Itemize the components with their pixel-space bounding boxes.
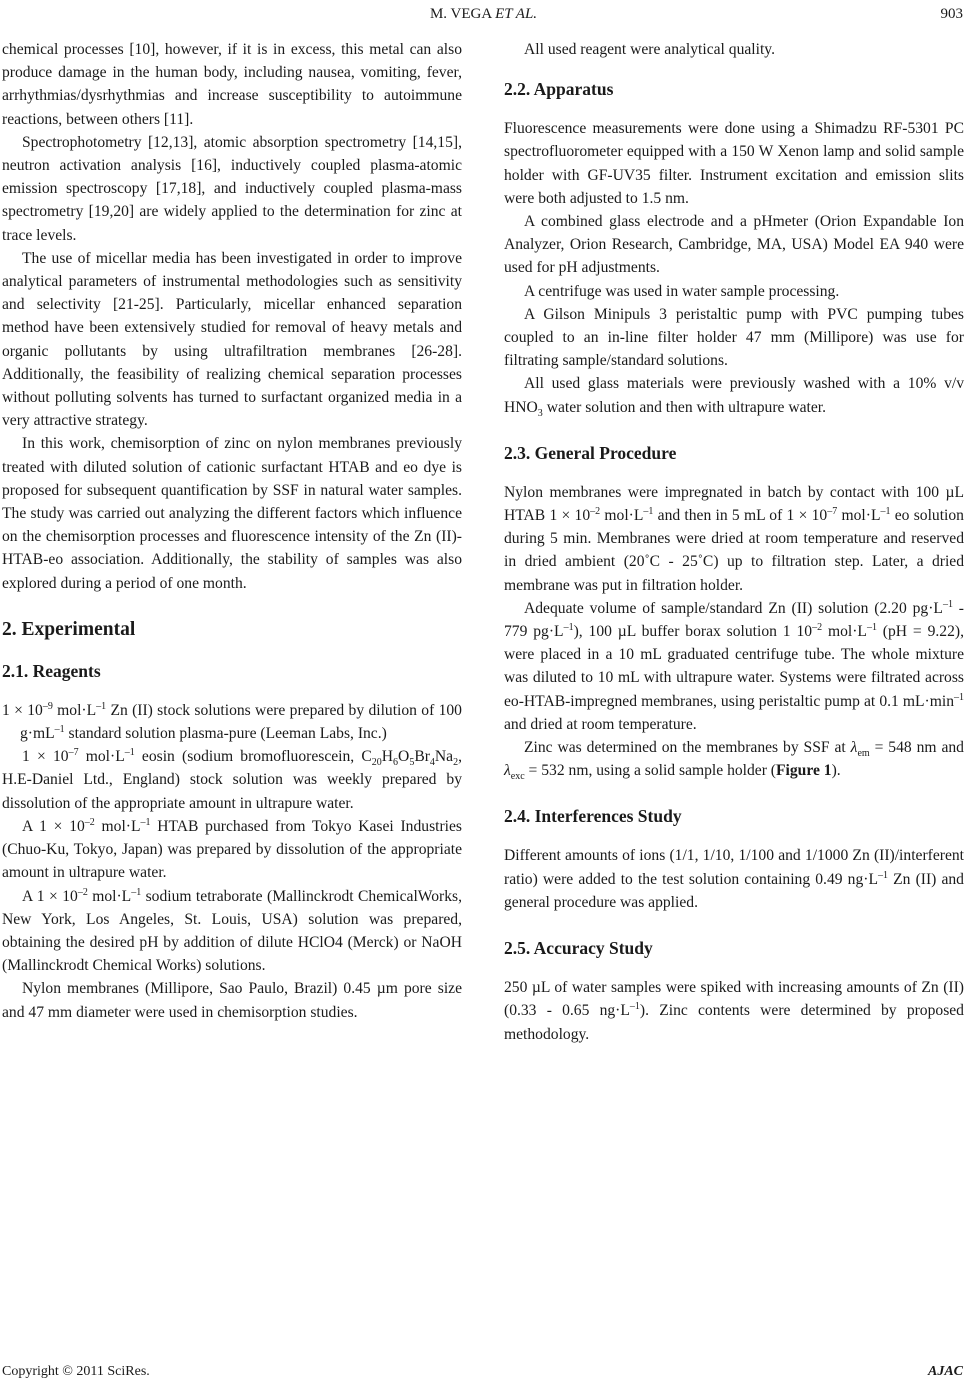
page-header — [0, 6, 967, 30]
paragraph-glass: All used glass materials were previously washed with a 10% v/v $HNO_3$ water solution and then with ultrapure water. — [504, 375, 964, 419]
paragraph: A centrifuge was used in water sample processing. — [524, 282, 840, 300]
paragraph-tetraborate: A $1 \times 10^{-2}$ $mol\cdot L^{-1}$ sodium tetraborate (Mallinckrodt ChemicalWorks, New York, Los Angeles, St. Louis, USA) solution was prepared, obtaining the desired pH by addition of dilute HClO4 (Merck) or NaOH (Mallinckrodt Chemical Works) solutions. — [2, 886, 462, 975]
page-number: 903 — [940, 6, 963, 22]
subsection-heading-accuracy: 2.5. Accuracy Study — [504, 938, 653, 959]
paragraph-zn-stock: $1 \times 10^{-9}$ $mol\cdot L^{-1}$ Zn (II) stock solutions were prepared by dilution of $100g\cdot mL^{-1}$ standard solution plasma-pure (Leeman Labs, Inc.) — [2, 700, 462, 743]
paragraph-accuracy: 250 µL of water samples were spiked with increasing amounts of Zn (II) (0.33 - 0.65 $ng\cdot L^{-1}$). Zinc contents were determined by proposed methodology. — [504, 979, 964, 1043]
paragraph: Fluorescence measurements were done using a Shimadzu RF-5301 PC spectrofluorometer equipped with a 150 W Xenon lamp and solid sample holder with GF-UV35 filter. Instrument excitation and emission slits were both adjusted to 1.5 nm. — [504, 120, 964, 207]
paragraph: chemical processes [10], however, if it is in excess, this metal can also produce damage in the human body, including nausea, vomiting, fever, arrhythmias/dysrhythmias and increase susceptibility to autoimmune reactions, between others [11]. — [2, 41, 462, 128]
paragraph: The use of micellar media has been investigated in order to improve analytical parameters of instrumental methodologies such as sensitivity and selectivity [21-25]. Particularly, micellar enhanced separation method have been extensively studied for removal of heavy metals and organic pollutants by using ultrafiltration membranes [26-28]. Additionally, the feasibility of realizing chemical separation processes without polluting solvents has turned to surfactant organized media in a very attractive strategy. — [2, 249, 462, 430]
copyright-text: Copyright © 2011 SciRes. — [2, 1364, 150, 1379]
subsection-heading-apparatus: 2.2. Apparatus — [504, 79, 614, 100]
paragraph: In this work, chemisorption of zinc on nylon membranes previously treated with diluted solution of cationic surfactant HTAB and eo dye is proposed for subsequent quantification by SSF in natural water samples. The study was carried out analyzing the different factors which influence on the chemisorption processes and fluorescence intensity of the Zn (II)-HTAB-eo association. Additionally, the stability of samples was also explored during a period of one month. — [2, 435, 462, 592]
paragraph-htab: A $1 \times 10^{-2}$ $mol\cdot L^{-1}$ HTAB purchased from Tokyo Kasei Industries (Chuo-Ku, Tokyo, Japan) was prepared by dissolution of the appropriate amount in ultrapure water. — [2, 816, 462, 882]
left-column — [2, 38, 462, 1024]
journal-abbrev: AJAC — [927, 1364, 963, 1379]
paragraph-reagent-quality: All used reagent were analytical quality. — [524, 41, 775, 58]
paragraph-eosin: $1 \times 10^{-7}$ $mol\cdot L^{-1}$ eosin (sodium bromofluorescein, $C_{20}H_6O_5Br_4Na_2$, H.E-Daniel Ltd., England) stock solution was weekly prepared by dissolution of the appropriate amount in ultrapure water. — [2, 747, 462, 812]
running-title — [0, 6, 967, 23]
running-etal: ET AL. — [495, 6, 538, 22]
paragraph: Spectrophotometry [12,13], atomic absorption spectrometry [14,15], neutron activation analysis [16], inductively coupled plasma-atomic emission spectroscopy [17,18], and inductively coupled plasma-mass spectrometry [19,20] are widely applied to the determination for zinc at trace levels. — [2, 133, 462, 244]
right-column — [504, 38, 964, 1046]
running-author: M. VEGA — [429, 6, 492, 22]
paragraph-interferences: Different amounts of ions (1/1, 1/10, 1/100 and 1/1000 Zn (II)/interferent ratio) were added to the test solution containing 0.49 $ng\cdot L^{-1}$ Zn (II) and general procedure was applied. — [504, 847, 964, 911]
paragraph-nylon: Nylon membranes (Millipore, Sao Paulo, Brazil) 0.45 µm pore size and 47 mm diameter were used in chemisorption studies. — [2, 980, 462, 1021]
paragraph: A Gilson Minipuls 3 peristaltic pump with PVC pumping tubes coupled to an in-line filter holder 47 mm (Millipore) was use for filtrating sample/standard solutions. — [504, 305, 964, 370]
subsection-heading-interferences: 2.4. Interferences Study — [504, 806, 682, 827]
subsection-heading-reagents: 2.1. Reagents — [2, 660, 101, 681]
paragraph-ssf: Zinc was determined on the membranes by SSF at $\lambda_{em} = 548$ nm and $\lambda_{exc} = 532$ nm, using a solid sample holder (Figure 1). — [504, 739, 964, 783]
section-heading-experimental: 2. Experimental — [2, 618, 136, 640]
subsection-heading-general-procedure: 2.3. General Procedure — [504, 442, 677, 463]
figure-reference[interactable]: Figure 1 — [776, 762, 832, 780]
paragraph-impregnation: Nylon membranes were impregnated in batch by contact with 100 µL HTAB $1 \times 10^{-2}$ $mol\cdot L^{-1}$ and then in 5 mL of $1 \times 10^{-7}$ $mol\cdot L^{-1}$ eo solution during 5 min. Membranes were dried at room temperature and reserved in dried ambient (20˚C - 25˚C) up to filtration step. Later, a dried membrane was put in filtration holder. — [504, 483, 964, 594]
paragraph: A combined glass electrode and a pHmeter (Orion Expandable Ion Analyzer, Orion Research, Cambridge, MA, USA) Model EA 940 were used for pH adjustments. — [504, 213, 964, 277]
paragraph-filtration: Adequate volume of sample/standard Zn (II) solution (2.20 $pg\cdot L^{-1} - 779$ $pg\cdot L^{-1}$), 100 µL buffer borax solution 1 $10^{-2}$ $mol\cdot L^{-1}$ (pH = 9.22), were placed in a 10 mL graduated centrifuge tube. The whole mixture was diluted to 10 mL with ultrapure water. Systems were filtrated across eo-HTAB-impregned membranes, using peristaltic pump at 0.1 $mL\cdot\min^{-1}$ and dried at room temperature. — [504, 598, 964, 733]
